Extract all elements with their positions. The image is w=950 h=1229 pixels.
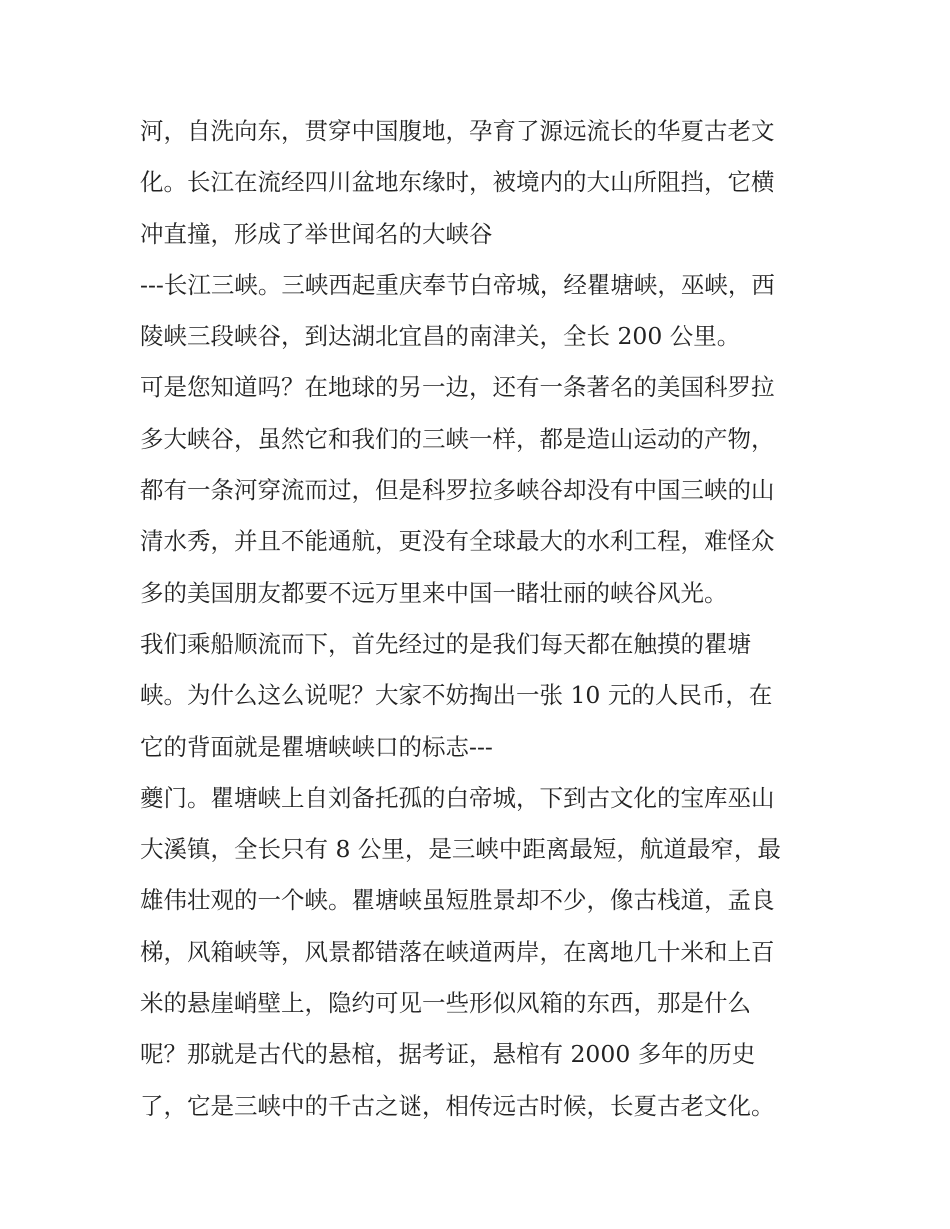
text-line: 雄伟壮观的一个峡。瞿塘峡虽短胜景却不少，像古栈道，孟良	[140, 886, 775, 915]
text-line: 我们乘船顺流而下，首先经过的是我们每天都在触摸的瞿塘	[140, 629, 751, 658]
text-line: 可是您知道吗？在地球的另一边，还有一条著名的美国科罗拉	[140, 373, 775, 402]
text-line: 陵峡三段峡谷，到达湖北宜昌的南津关，全长 200 公里。	[140, 322, 741, 351]
text-line: ---长江三峡。三峡西起重庆奉节白帝城，经瞿塘峡，巫峡，西	[140, 270, 775, 299]
text-line: 夔门。瞿塘峡上自刘备托孤的白帝城，下到古文化的宝库巫山	[140, 783, 775, 812]
text-line: 都有一条河穿流而过，但是科罗拉多峡谷却没有中国三峡的山	[140, 476, 775, 505]
text-line: 清水秀，并且不能通航，更没有全球最大的水利工程，难怪众	[140, 527, 775, 556]
text-line: 多大峡谷，虽然它和我们的三峡一样，都是造山运动的产物，	[140, 424, 775, 453]
body-text	[140, 106, 820, 1132]
text-line: 米的悬崖峭壁上，隐约可见一些形似风箱的东西，那是什么	[140, 989, 751, 1018]
text-line: 化。长江在流经四川盆地东缘时，被境内的大山所阻挡，它横	[140, 168, 775, 197]
text-line: 了，它是三峡中的千古之谜，相传远古时候，长夏古老文化。	[140, 1091, 775, 1120]
text-line: 多的美国朋友都要不远万里来中国一睹壮丽的峡谷风光。	[140, 578, 728, 607]
text-line: 梯，风箱峡等，风景都错落在峡道两岸，在离地几十米和上百	[140, 937, 775, 966]
text-line: 大溪镇，全长只有 8 公里，是三峡中距离最短，航道最窄，最	[140, 835, 781, 864]
text-line: 冲直撞，形成了举世闻名的大峡谷	[140, 219, 493, 248]
text-line: 它的背面就是瞿塘峡峡口的标志---	[140, 732, 493, 761]
text-line: 河，自洗向东，贯穿中国腹地，孕育了源远流长的华夏古老文	[140, 117, 775, 145]
text-line: 呢？那就是古代的悬棺，据考证，悬棺有 2000 多年的历史	[140, 1040, 756, 1069]
text-line: 峡。为什么这么说呢？大家不妨掏出一张 10 元的人民币，在	[140, 681, 773, 710]
